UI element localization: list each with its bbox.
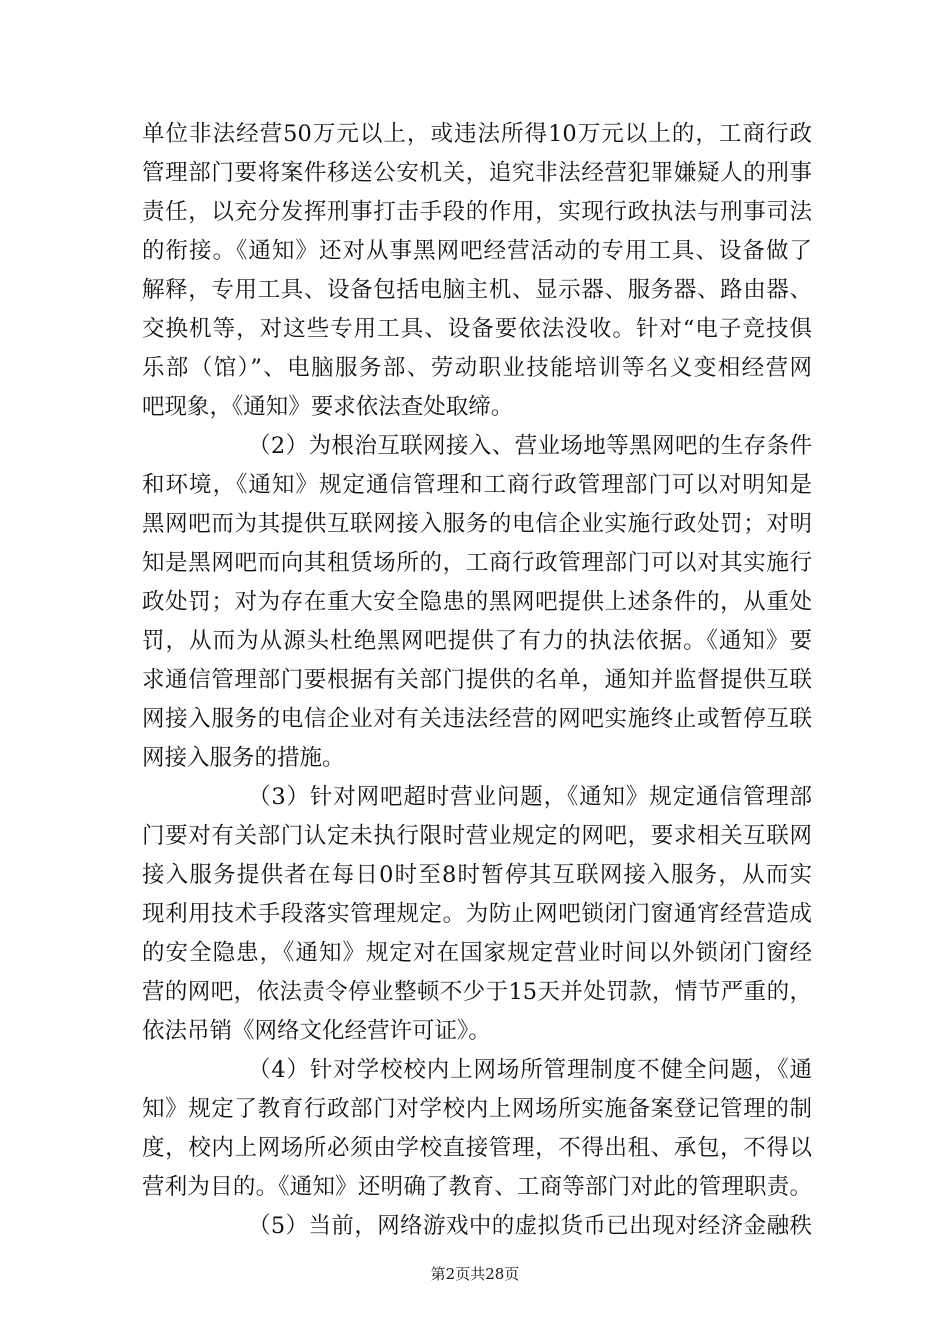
text-line: 责任，以充分发挥刑事打击手段的作用，实现行政执法与刑事司法 xyxy=(142,199,812,225)
text-line: 接入服务提供者在每日0时至8时暂停其互联网接入服务，从而实 xyxy=(142,862,812,888)
text-line: 管理部门要将案件移送公安机关，追究非法经营犯罪嫌疑人的刑事 xyxy=(142,160,812,186)
text-line: 的安全隐患，《通知》规定对在国家规定营业时间以外锁闭门窗经 xyxy=(142,940,812,966)
text-line: 乐部（馆）”、电脑服务部、劳动职业技能培训等名义变相经营网 xyxy=(142,355,812,381)
text-line: 罚，从而为从源头杜绝黑网吧提供了有力的执法依据。《通知》要 xyxy=(142,628,812,654)
paragraph-start-line: （2）为根治互联网接入、营业场地等黑网吧的生存条件 xyxy=(248,433,812,459)
text-line: 门要对有关部门认定未执行限时营业规定的网吧，要求相关互联网 xyxy=(142,823,812,849)
text-line: 现利用技术手段落实管理规定。为防止网吧锁闭门窗通宵经营造成 xyxy=(142,901,812,927)
text-line: 求通信管理部门要根据有关部门提供的名单，通知并监督提供互联 xyxy=(142,667,812,693)
text-line: 依法吊销《网络文化经营许可证》。 xyxy=(142,1018,491,1044)
paragraph-start-line: （5）当前，网络游戏中的虚拟货币已出现对经济金融秩 xyxy=(248,1213,812,1239)
text-line: 网接入服务的措施。 xyxy=(142,745,345,771)
text-line: 营利为目的。《通知》还明确了教育、工商等部门对此的管理职责。 xyxy=(142,1174,812,1200)
text-line: 营的网吧，依法责令停业整顿不少于15天并处罚款，情节严重的， xyxy=(142,979,812,1005)
text-line: 政处罚；对为存在重大安全隐患的黑网吧提供上述条件的，从重处 xyxy=(142,589,812,615)
text-line: 和环境，《通知》规定通信管理和工商行政管理部门可以对明知是 xyxy=(142,472,812,498)
text-line: 知》规定了教育行政部门对学校内上网场所实施备案登记管理的制 xyxy=(142,1096,812,1122)
text-line: 解释，专用工具、设备包括电脑主机、显示器、服务器、路由器、 xyxy=(142,277,812,303)
text-line: 网接入服务的电信企业对有关违法经营的网吧实施终止或暂停互联 xyxy=(142,706,812,732)
text-line: 度，校内上网场所必须由学校直接管理，不得出租、承包，不得以 xyxy=(142,1135,812,1161)
paragraph-start-line: （4）针对学校校内上网场所管理制度不健全问题，《通 xyxy=(248,1057,812,1083)
text-line: 黑网吧而为其提供互联网接入服务的电信企业实施行政处罚；对明 xyxy=(142,511,812,537)
paragraph-start-line: （3）针对网吧超时营业问题，《通知》规定通信管理部 xyxy=(248,784,812,810)
text-line: 吧现象，《通知》要求依法查处取缔。 xyxy=(142,394,514,420)
text-line: 知是黑网吧而向其租赁场所的，工商行政管理部门可以对其实施行 xyxy=(142,550,812,576)
text-line: 单位非法经营50万元以上，或违法所得10万元以上的，工商行政 xyxy=(142,121,812,147)
text-line: 的衔接。《通知》还对从事黑网吧经营活动的专用工具、设备做了 xyxy=(142,238,812,264)
text-line: 交换机等，对这些专用工具、设备要依法没收。针对“电子竞技俱 xyxy=(142,316,812,342)
page-number-footer: 第2页共28页 xyxy=(430,1265,520,1283)
